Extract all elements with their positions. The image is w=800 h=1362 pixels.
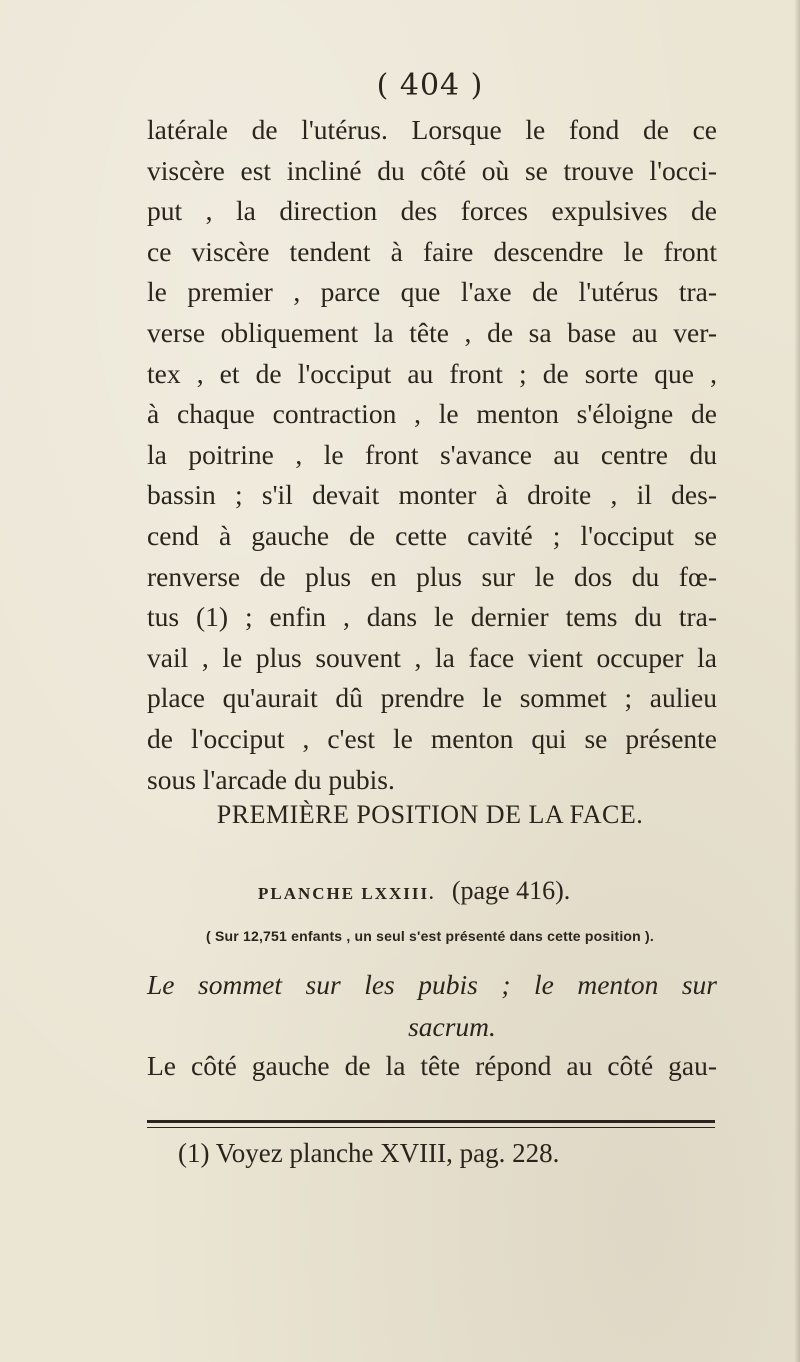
subtitle-line: sacrum. [408, 1011, 496, 1042]
text-line: tex , et de l'occiput au front ; de sorte que , [147, 357, 717, 389]
continuation-line: Le côté gauche de la tête répond au côté gau- [147, 1050, 717, 1081]
text-line: place qu'aurait dû prendre le sommet ; aulieu [147, 682, 717, 714]
section-heading: PREMIÈRE POSITION DE LA FACE. [216, 800, 644, 829]
plate-page: (page 416). [451, 876, 571, 905]
footnote-rule [147, 1120, 715, 1128]
text-line: de l'occiput , c'est le menton qui se présente [147, 722, 717, 754]
text-line: put , la direction des forces expulsives de [147, 195, 717, 227]
text-line: renverse de plus en plus sur le dos du fœ- [147, 560, 717, 592]
subtitle-line: Le sommet sur les pubis ; le menton sur [147, 969, 717, 1000]
plate-reference [258, 876, 570, 906]
body-paragraph [147, 110, 717, 800]
text-line: tus (1) ; enfin , dans le dernier tems du tra- [147, 601, 717, 633]
text-line: vail , le plus souvent , la face vient occuper la [147, 641, 717, 673]
text-line: verse obliquement la tête , de sa base au ver- [147, 316, 717, 348]
position-subtitle [147, 964, 717, 1048]
statistic-note: ( Sur 12,751 enfants , un seul s'est présenté dans cette position ). [206, 928, 654, 944]
plate-label: PLANCHE LXXIII. [258, 884, 436, 903]
page-number: ( 404 ) [376, 68, 484, 103]
text-line: à chaque contraction , le menton s'éloigne de [147, 398, 717, 430]
text-line: ce viscère tendent à faire descendre le front [147, 235, 717, 267]
text-line: le premier , parce que l'axe de l'utérus tra- [147, 276, 717, 308]
text-line: bassin ; s'il devait monter à droite , il des- [147, 479, 717, 511]
text-line: latérale de l'utérus. Lorsque le fond de ce [147, 114, 717, 145]
text-line: viscère est incliné du côté où se trouve l'occi- [147, 154, 717, 186]
text-line: sous l'arcade du pubis. [147, 763, 395, 795]
page-edge-shadow [794, 0, 800, 1362]
text-line: cend à gauche de cette cavité ; l'occiput se [147, 519, 717, 551]
text-line: la poitrine , le front s'avance au centre du [147, 438, 717, 470]
footnote: (1) Voyez planche XVIII, pag. 228. [178, 1138, 560, 1168]
